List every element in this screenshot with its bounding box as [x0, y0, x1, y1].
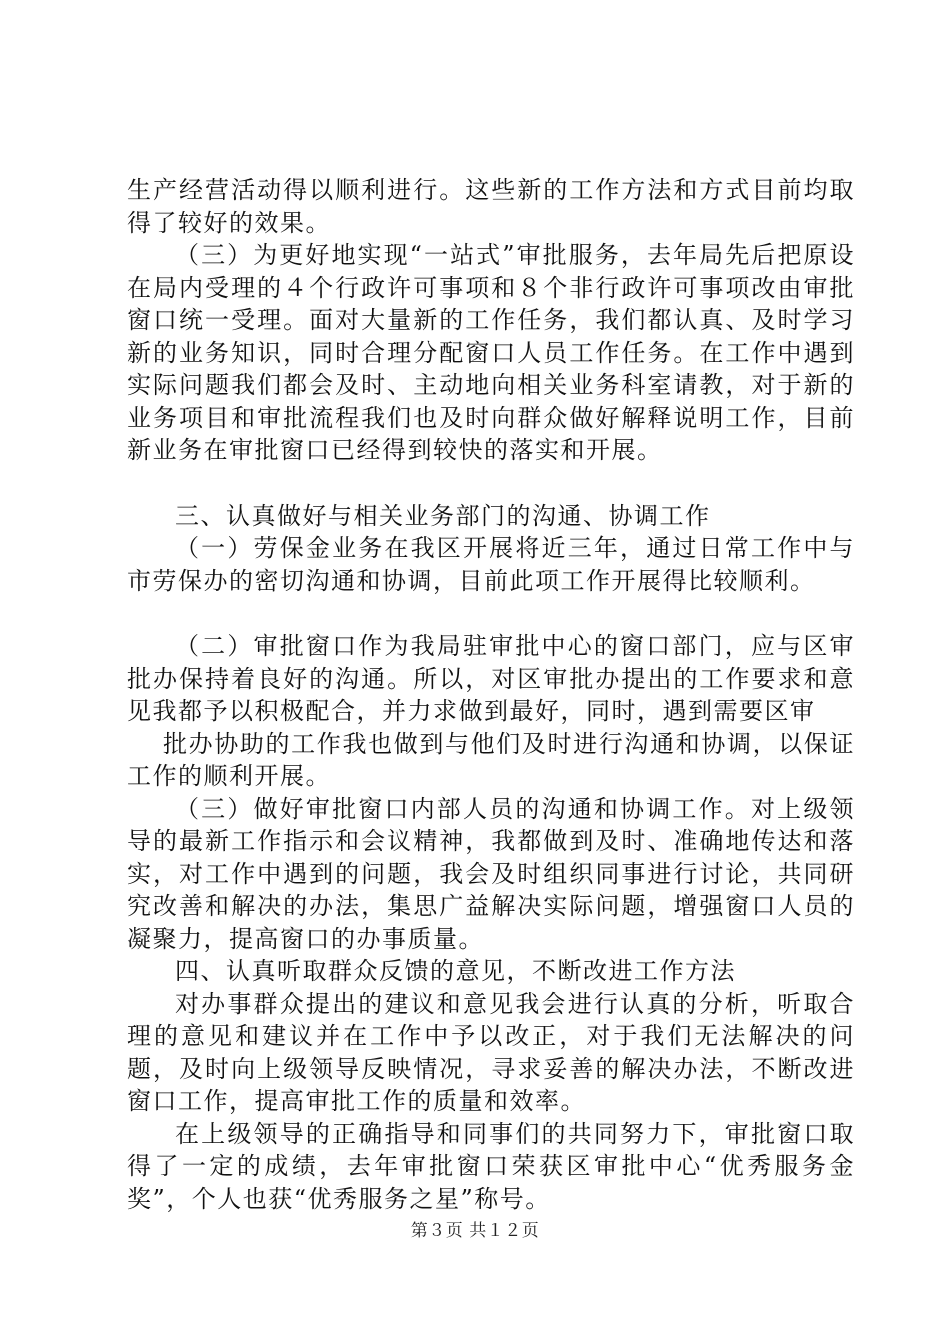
paragraph-3-2-cont: 批办协助的工作我也做到与他们及时进行沟通和协调，以保证工作的顺利开展。: [127, 729, 855, 790]
section-heading-4: 四、认真听取群众反馈的意见，不断改进工作方法: [175, 957, 736, 985]
page-number-footer: 第３页 共１２页: [410, 1221, 540, 1241]
paragraph-gap: [127, 467, 855, 500]
paragraph-3-2: （二）审批窗口作为我局驻审批中心的窗口部门，应与区审批办保持着良好的沟通。所以，对区审批办提出的工作要求和意见我都予以积极配合，并力求做到最好，同时，遇到需要区审: [127, 632, 855, 725]
paragraph-4-1: 对办事群众提出的建议和意见我会进行认真的分析，听取合理的意见和建议并在工作中予以改正，对于我们无法解决的问题，及时向上级领导反映情况，寻求妥善的解决办法，不断改进窗口工作，提高审批工作的质量和效率。: [127, 989, 855, 1115]
paragraph-3-1: （一）劳保金业务在我区开展将近三年，通过日常工作中与市劳保办的密切沟通和协调，目前此项工作开展得比较顺利。: [127, 534, 855, 595]
paragraph-3-3: （三）做好审批窗口内部人员的沟通和协调工作。对上级领导的最新工作指示和会议精神，我都做到及时、准确地传达和落实，对工作中遇到的问题，我会及时组织同事进行讨论，共同研究改善和解决的办法，集思广益解决实际问题，增强窗口人员的凝聚力，提高窗口的办事质量。: [127, 794, 855, 953]
document-body: [127, 174, 855, 1215]
paragraph-2: （三）为更好地实现“一站式”审批服务，去年局先后把原设在局内受理的４个行政许可事项和８个非行政许可事项改由审批窗口统一受理。面对大量新的工作任务，我们都认真、及时学习新的业务知识，同时合理分配窗口人员工作任务。在工作中遇到实际问题我们都会及时、主动地向相关业务科室请教，对于新的业务项目和审批流程我们也及时向群众做好解释说明工作，目前新业务在审批窗口已经得到较快的落实和开展。: [127, 241, 855, 464]
section-heading-3: 三、认真做好与相关业务部门的沟通、协调工作: [175, 501, 711, 530]
paragraph-1: 生产经营活动得以顺利进行。这些新的工作方法和方式目前均取得了较好的效果。: [127, 176, 855, 237]
paragraph-conclusion: 在上级领导的正确指导和同事们的共同努力下，审批窗口取得了一定的成绩，去年审批窗口荣获区审批中心“优秀服务金奖”，个人也获“优秀服务之星”称号。: [127, 1119, 855, 1213]
paragraph-gap: [127, 597, 855, 630]
